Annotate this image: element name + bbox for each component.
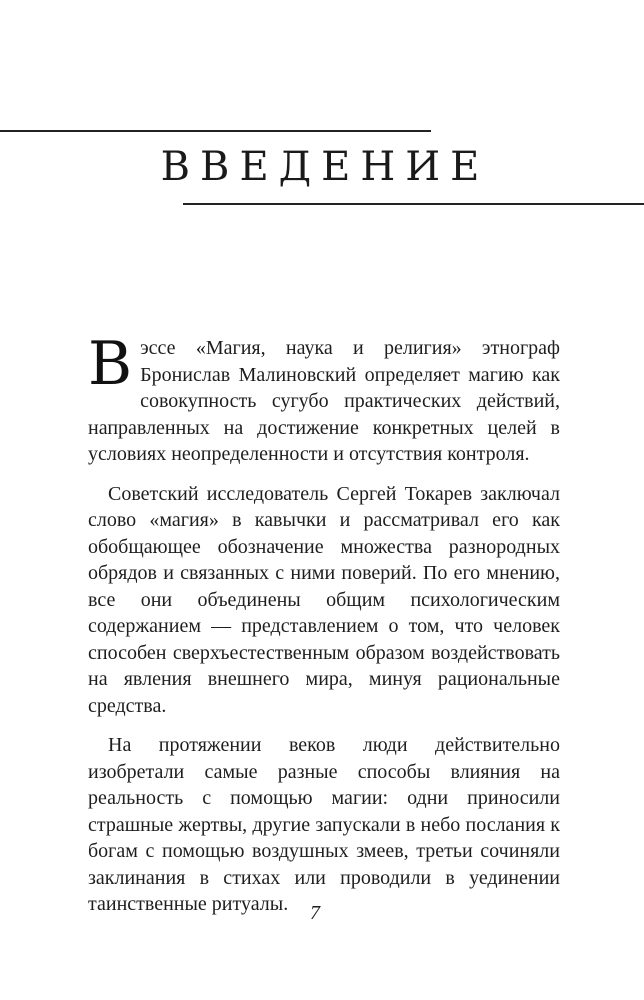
paragraph-2: Советский исследователь Сергей Токарев заключал слово «магия» в кавычки и рассматривал его как обобщающее обозначение множества разнородных обрядов и связанных с ними поверий. По его мнению, все они объединены общим психологическим содержанием — представлением о том, что человек способен сверхъестественным образом воздействовать на явления внешнего мира, минуя рациональные средства. (88, 482, 560, 717)
chapter-bottom-rule (183, 203, 644, 205)
paragraph-3: На протяжении веков люди действительно изобретали самые разные способы влияния на реальность с помощью магии: одни приносили страшные жертвы, другие запускали в небо послания к богам с помощью воздушных змеев, третьи сочиняли заклинания в стихах или проводили в уединении таинственные ритуалы. (88, 734, 560, 915)
drop-cap: В (88, 329, 133, 399)
paragraph-1 (88, 329, 560, 468)
body-text (88, 329, 560, 931)
chapter-title: ВВЕДЕНИЕ (160, 144, 490, 190)
paragraph-1-text: эссе «Магия, наука и религия» этнограф Бронислав Малиновский определяет магию как совокупность сугубо практических действий, направленных на достижение конкретных целей в условиях неопределенности и отсутствия контроля. (88, 337, 560, 465)
page-number: 7 (310, 902, 320, 924)
chapter-top-rule (0, 130, 431, 132)
